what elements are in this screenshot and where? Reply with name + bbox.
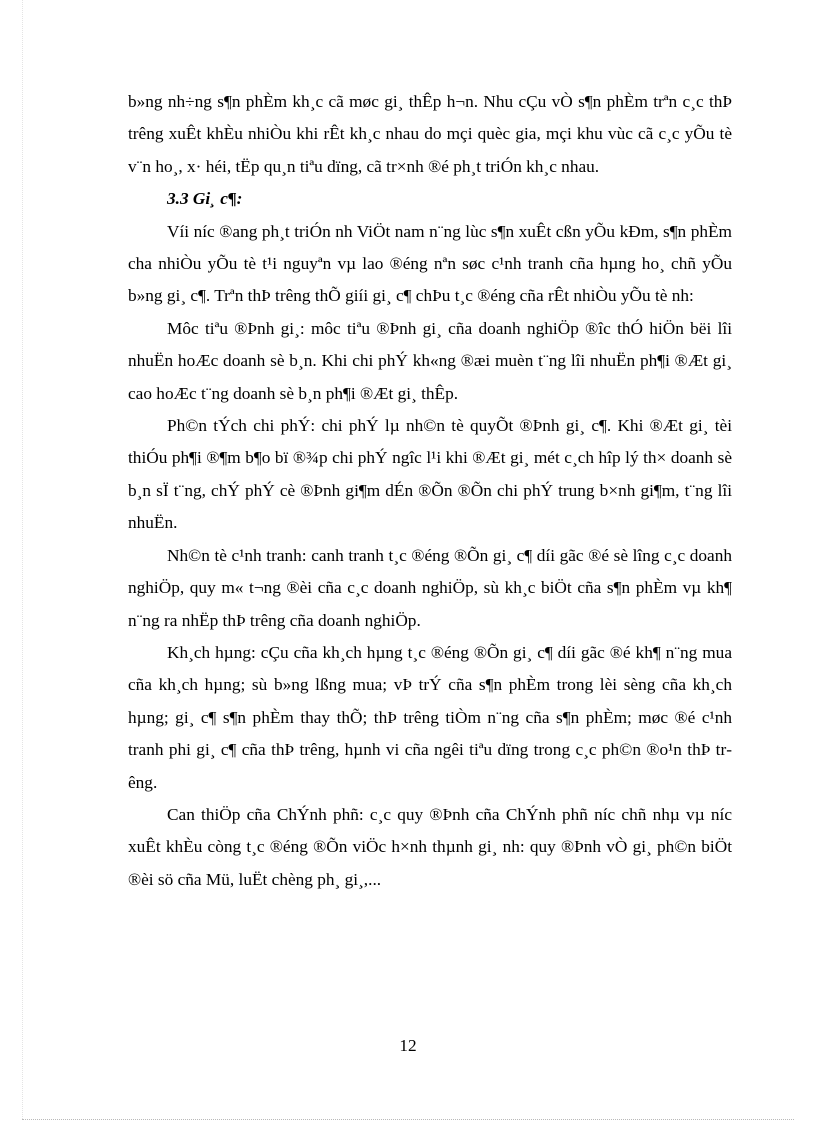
section-heading-3-3: 3.3 Gi¸ c¶:	[167, 189, 243, 209]
page-side-rule	[22, 0, 23, 1119]
page-number: 12	[399, 1036, 417, 1055]
paragraph-phan-tich-chi-phi: Ph©n tÝch chi phÝ: chi phÝ lµ nh©n tè quyÕt ®Þnh gi¸ c¶. Khi ®Æt gi¸ tèi thiÓu ph¶i ®¶m b¶o bï ®¾p chi phÝ ngîc l¹i khi ®Æt gi¸ mét c¸ch hîp lý th× doanh sè b¸n sÏ t¨ng, chÝ phÝ cè ®Þnh gi¶m dÉn ®Õn ®Õn chi phÝ trung b×nh gi¶m, t¨ng lîi nhuËn.	[128, 416, 732, 533]
paragraph-intro: Víi níc ®ang ph¸t triÓn nh ViÖt nam n¨ng lùc s¶n xuÊt cßn yÕu kÐm, s¶n phÈm cha nhiÒu yÕu tè t¹i nguyªn vµ lao ®éng nªn søc c¹nh tranh cña hµng ho¸ chñ yÕu b»ng gi¸ c¶. Trªn thÞ trêng thÕ giíi gi¸ c¶ chÞu t¸c ®éng cña rÊt nhiÒu yÕu tè nh:	[128, 221, 732, 306]
document-body	[128, 86, 732, 896]
paragraph-can-thiep-chinh-phu: Can thiÖp cña ChÝnh phñ: c¸c quy ®Þnh cña ChÝnh phñ níc chñ nhµ vµ níc xuÊt khÈu còng t¸c ®éng ®Õn viÖc h×nh thµnh gi¸ nh: quy ®Þnh vÒ gi¸ ph©n biÖt ®èi sö cña Mü, luËt chèng ph¸ gi¸,...	[128, 804, 732, 889]
paragraph-khach-hang: Kh¸ch hµng: cÇu cña kh¸ch hµng t¸c ®éng ®Õn gi¸ c¶ díi gãc ®é kh¶ n¨ng mua cña kh¸ch hµng; sù b»ng lßng mua; vÞ trÝ cña s¶n phÈm trong lèi sèng cña kh¸ch hµng; gi¸ c¶ s¶n phÈm thay thÕ; thÞ trêng tiÒm n¨ng cña s¶n phÈm; møc ®é c¹nh tranh phi gi¸ c¶ cña thÞ trêng, hµnh vi cña ngêi tiªu dïng trong c¸c ph©n ®o¹n thÞ trêng.	[128, 642, 732, 792]
paragraph-continuation: b»ng nh÷ng s¶n phÈm kh¸c cã møc gi¸ thÊp h¬n. Nhu cÇu vÒ s¶n phÈm trªn c¸c thÞ trêng xuÊt khÈu nhiÒu khi rÊt kh¸c nhau do mçi quèc gia, mçi khu vùc cã c¸c yÕu tè v¨n ho¸, x· héi, tËp qu¸n tiªu dïng, cã tr×nh ®é ph¸t triÓn kh¸c nhau.	[128, 92, 732, 176]
paragraph-muc-tieu-dinh-gia: Môc tiªu ®Þnh gi¸: môc tiªu ®Þnh gi¸ cña doanh nghiÖp ®îc thÓ hiÖn bëi lîi nhuËn hoÆc doanh sè b¸n. Khi chi phÝ kh«ng ®æi muèn t¨ng lîi nhuËn ph¶i ®Æt gi¸ cao hoÆc t¨ng doanh sè b¸n ph¶i ®Æt gi¸ thÊp.	[128, 318, 732, 403]
page-bottom-rule	[22, 1119, 794, 1120]
paragraph-nhan-to-canh-tranh: Nh©n tè c¹nh tranh: canh tranh t¸c ®éng ®Õn gi¸ c¶ díi gãc ®é sè lîng c¸c doanh nghiÖp, quy m« t¬ng ®èi cña c¸c doanh nghiÖp, sù kh¸c biÖt cña s¶n phÈm vµ kh¶ n¨ng ra nhËp thÞ trêng cña doanh nghiÖp.	[128, 545, 732, 630]
